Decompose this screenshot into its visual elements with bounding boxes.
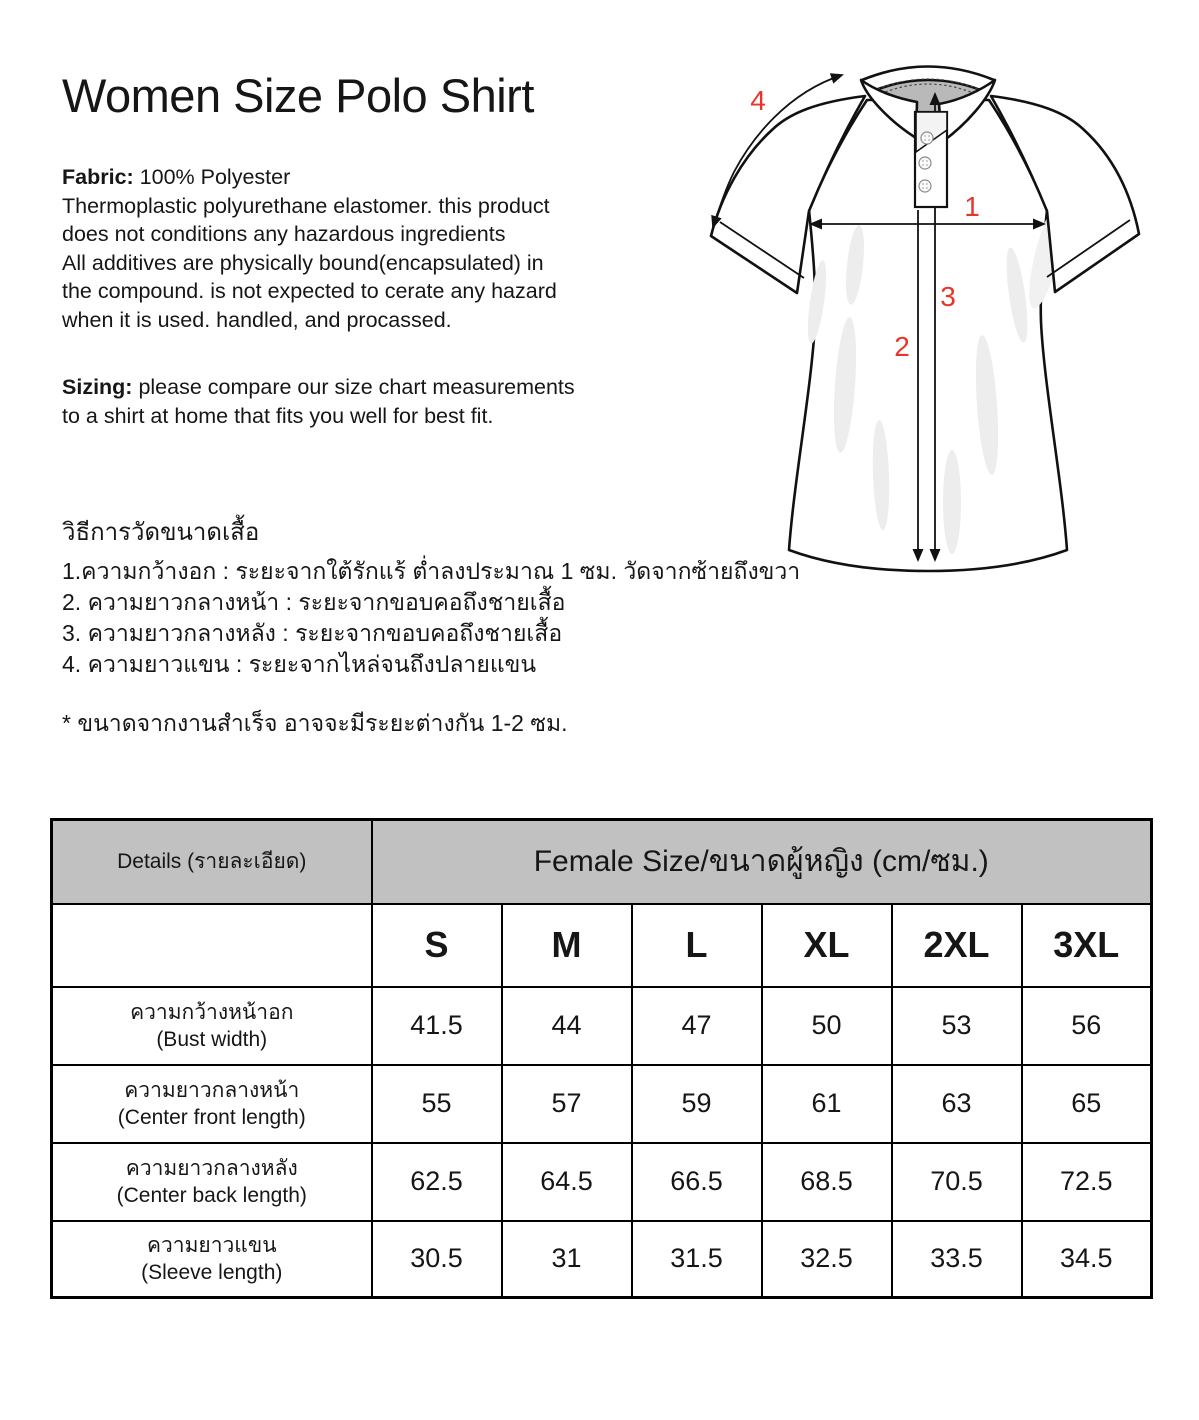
size-value-cell: 32.5 [762, 1221, 892, 1298]
row-label-thai: ความกว้างหน้าอก [130, 1000, 294, 1024]
measure-guide-list [62, 556, 800, 680]
size-table [50, 818, 1153, 1299]
size-column-header-2xl: 2XL [892, 904, 1022, 987]
measurement-label-1: 1 [964, 191, 980, 222]
sizing-label: Sizing: [62, 375, 133, 399]
measure-guide-item: 3. ความยาวกลางหลัง : ระยะจากขอบคอถึงชายเสื้อ [62, 620, 563, 646]
size-value-cell: 59 [632, 1065, 762, 1143]
size-value-cell: 41.5 [372, 987, 502, 1065]
sizing-line: to a shirt at home that fits you well for best fit. [62, 403, 494, 428]
row-label-cell [52, 1143, 372, 1221]
measure-guide-item: 2. ความยาวกลางหน้า : ระยะจากขอบคอถึงชายเสื้อ [62, 589, 566, 615]
size-value-cell: 30.5 [372, 1221, 502, 1298]
size-value-cell: 66.5 [632, 1143, 762, 1221]
fabric-line: does not conditions any hazardous ingredients [62, 222, 506, 246]
row-label-cell [52, 1065, 372, 1143]
row-label-english: (Sleeve length) [141, 1260, 283, 1284]
size-value-cell: 70.5 [892, 1143, 1022, 1221]
size-value-cell: 34.5 [1022, 1221, 1152, 1298]
fabric-line: when it is used. handled, and procassed. [62, 307, 452, 332]
size-value-cell: 61 [762, 1065, 892, 1143]
table-row-center-back-length [52, 1143, 1152, 1221]
size-column-header-m: M [502, 904, 632, 987]
fabric-line: Thermoplastic polyurethane elastomer. this product [62, 193, 550, 218]
fabric-section [62, 163, 557, 334]
size-value-cell: 57 [502, 1065, 632, 1143]
table-header-details: Details (รายละเอียด) [52, 820, 372, 904]
row-label-cell [52, 1221, 372, 1298]
fabric-label: Fabric: [62, 165, 134, 189]
row-label-cell [52, 987, 372, 1065]
row-label-english: (Center front length) [117, 1105, 306, 1129]
fabric-line: the compound. is not expected to cerate any hazard [62, 279, 557, 303]
size-column-header-3xl: 3XL [1022, 904, 1152, 987]
measure-guide-note: * ขนาดจากงานสำเร็จ อาจจะมีระยะต่างกัน 1-2 ซม. [62, 710, 568, 736]
polo-shirt-illustration [695, 50, 1175, 590]
table-row-bust-width [52, 987, 1152, 1065]
size-column-header-xl: XL [762, 904, 892, 987]
measure-guide-heading: วิธีการวัดขนาดเสื้อ [62, 519, 260, 546]
measurement-label-2: 2 [894, 331, 910, 362]
size-value-cell: 53 [892, 987, 1022, 1065]
sizing-line [62, 373, 575, 402]
size-letters-row [52, 904, 1152, 987]
measurement-label-3: 3 [940, 281, 956, 312]
table-row-center-front-length [52, 1065, 1152, 1143]
size-value-cell: 50 [762, 987, 892, 1065]
size-value-cell: 44 [502, 987, 632, 1065]
measure-guide-item: 1.ความกว้างอก : ระยะจากใต้รักแร้ ต่ำลงประมาณ 1 ซม. วัดจากซ้ายถึงขวา [62, 558, 801, 584]
measurement-label-4: 4 [750, 85, 766, 116]
size-column-header-l: L [632, 904, 762, 987]
fabric-intro: 100% Polyester [139, 165, 291, 189]
size-value-cell: 31 [502, 1221, 632, 1298]
size-value-cell: 33.5 [892, 1221, 1022, 1298]
fabric-line [62, 163, 557, 192]
row-label-thai: ความยาวแขน [146, 1233, 277, 1257]
table-header-row [52, 820, 1152, 904]
empty-cell [52, 904, 372, 987]
size-column-header-s: S [372, 904, 502, 987]
measure-guide-item: 4. ความยาวแขน : ระยะจากไหล่จนถึงปลายแขน [62, 651, 537, 677]
size-value-cell: 31.5 [632, 1221, 762, 1298]
size-value-cell: 72.5 [1022, 1143, 1152, 1221]
table-header-female-size: Female Size/ขนาดผู้หญิง (cm/ซม.) [372, 820, 1152, 904]
fabric-line: All additives are physically bound(encapsulated) in [62, 250, 544, 275]
size-value-cell: 62.5 [372, 1143, 502, 1221]
size-value-cell: 56 [1022, 987, 1152, 1065]
row-label-thai: ความยาวกลางหลัง [125, 1156, 298, 1180]
size-value-cell: 47 [632, 987, 762, 1065]
row-label-english: (Center back length) [116, 1183, 307, 1207]
size-value-cell: 64.5 [502, 1143, 632, 1221]
row-label-english: (Bust width) [156, 1027, 268, 1051]
size-value-cell: 63 [892, 1065, 1022, 1143]
sizing-text: please compare our size chart measurements [138, 375, 575, 399]
table-row-sleeve-length [52, 1221, 1152, 1298]
sizing-section [62, 373, 575, 430]
size-value-cell: 65 [1022, 1065, 1152, 1143]
size-table-container [50, 818, 1153, 1299]
size-value-cell: 55 [372, 1065, 502, 1143]
size-value-cell: 68.5 [762, 1143, 892, 1221]
page-title: Women Size Polo Shirt [62, 69, 534, 122]
row-label-thai: ความยาวกลางหน้า [124, 1078, 300, 1102]
